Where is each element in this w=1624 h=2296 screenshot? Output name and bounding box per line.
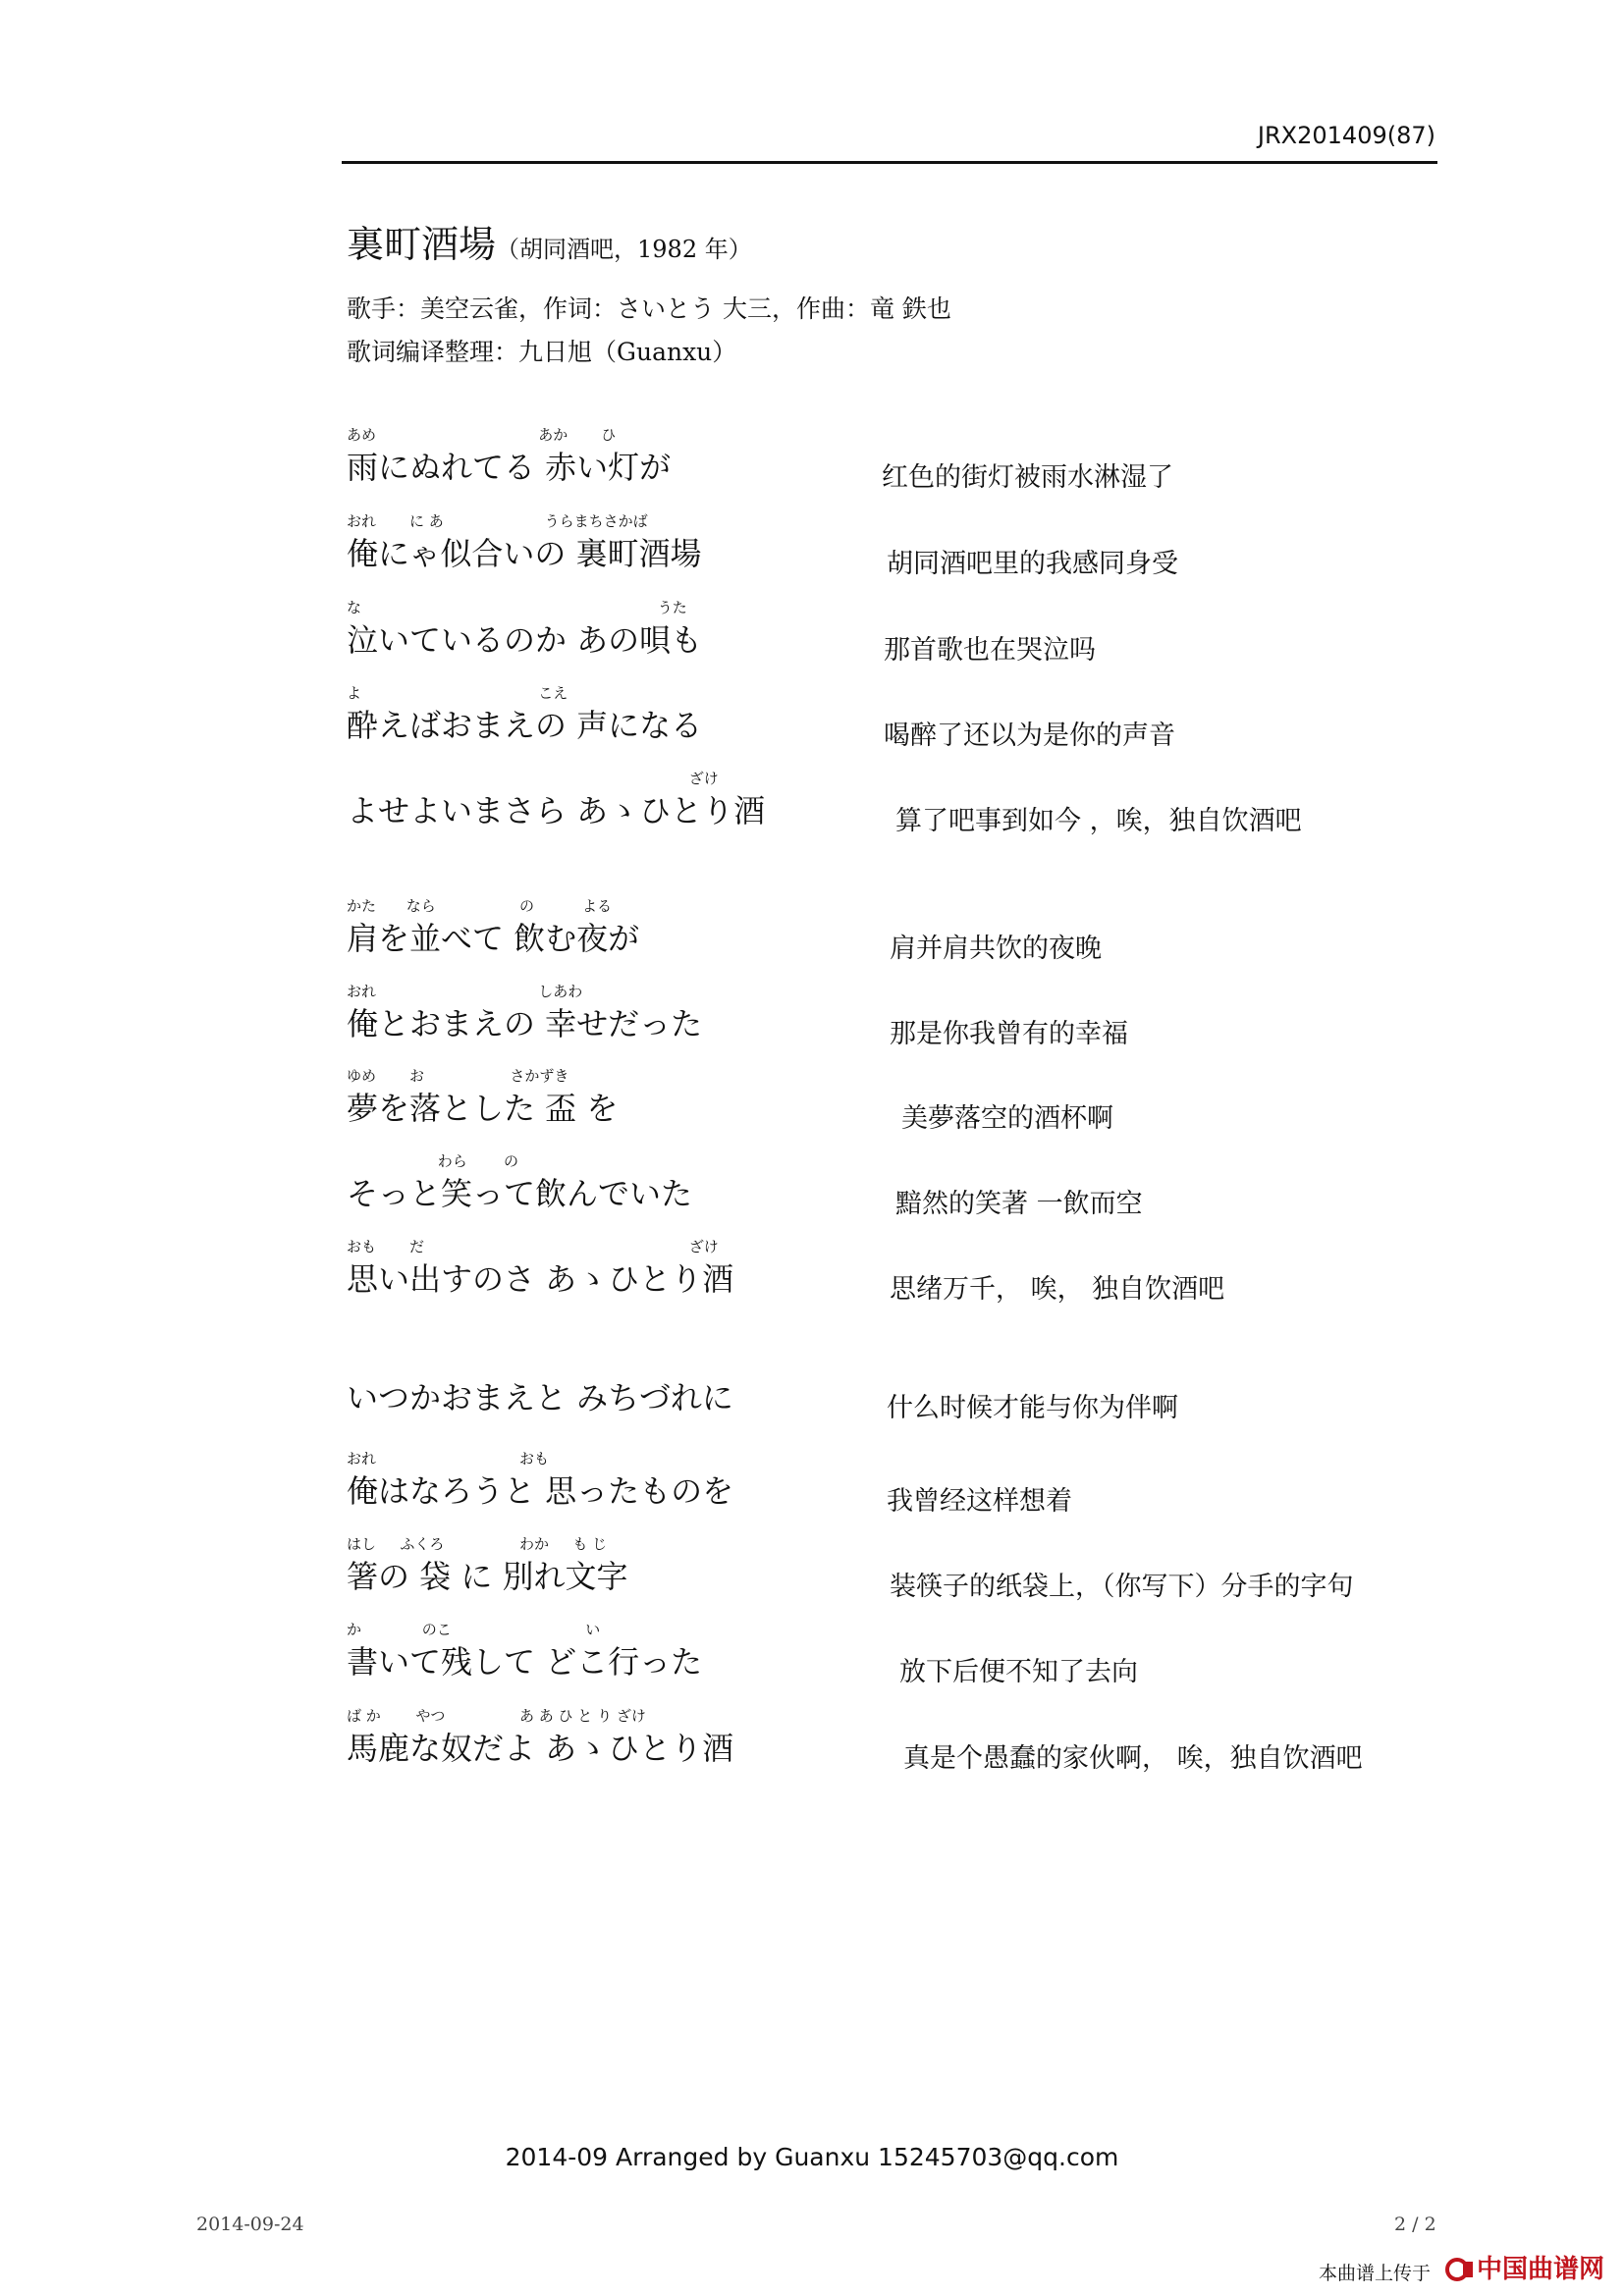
arranged-by: 2014-09 Arranged by Guanxu 15245703@qq.com (505, 2143, 1119, 2171)
furigana: ざけ (688, 770, 719, 787)
lyric-translation-zh: 美夢落空的酒杯啊 (901, 1103, 1113, 1134)
furigana: わら (437, 1152, 467, 1170)
lyric-text-jp: 書いて残して どこ行った (347, 1643, 703, 1681)
lyric-translation-zh: 放下后便不知了去向 (899, 1657, 1138, 1687)
furigana: よ (347, 684, 362, 702)
lyric-text-jp: 雨にぬれてる 赤い灯が (347, 449, 672, 486)
lyric-line (347, 1379, 733, 1416)
lyric-translation-zh: 真是个愚蠢的家伙啊， 唉，独自饮酒吧 (903, 1743, 1363, 1774)
lyric-text-jp: そっと笑って飲んでいた (347, 1175, 693, 1212)
furigana: おも (347, 1238, 377, 1255)
furigana: おれ (347, 983, 377, 1000)
furigana: こえ (538, 684, 568, 702)
furigana: か (347, 1621, 362, 1638)
lyric-translation-zh: 那首歌也在哭泣吗 (884, 635, 1096, 666)
furigana: かた (347, 897, 377, 915)
furigana: おれ (347, 1450, 377, 1468)
lyric-translation-zh: 肩并肩共饮的夜晚 (890, 934, 1102, 964)
credits-line: 歌手：美空云雀，作词：さいとう 大三，作曲：竜 鉄也 (347, 294, 951, 323)
lyric-line (347, 1535, 628, 1595)
furigana: しあわ (538, 983, 583, 1000)
lyric-line (347, 897, 640, 957)
lyric-text-jp: いつかおまえと みちづれに (347, 1379, 733, 1416)
furigana: うらまちさかば (544, 512, 648, 530)
furigana: おも (519, 1450, 550, 1468)
furigana: ざけ (688, 1238, 719, 1255)
lyric-text-jp: 俺とおまえの 幸せだった (347, 1005, 703, 1042)
furigana: ば か (347, 1707, 381, 1725)
furigana: ひ (601, 426, 617, 444)
lyric-translation-zh: 我曾经这样想着 (887, 1486, 1072, 1517)
document-code: JRX201409(87) (1257, 122, 1435, 149)
lyric-text-jp: 俺にゃ似合いの 裏町酒場 (347, 535, 702, 572)
lyric-text-jp: 酔えばおまえの 声になる (347, 707, 703, 744)
lyric-line (347, 684, 703, 744)
furigana: おれ (347, 512, 377, 530)
furigana: い (585, 1621, 601, 1638)
lyric-text-jp: 俺はなろうと 思ったものを (347, 1472, 734, 1510)
song-title: 裏町酒場 (347, 223, 497, 266)
lyric-line (347, 1621, 703, 1681)
furigana: お (409, 1067, 425, 1085)
furigana: あか (538, 426, 568, 444)
site-logo (1443, 2248, 1610, 2287)
print-date: 2014-09-24 (196, 2214, 304, 2235)
logo-mark-icon (1447, 2260, 1473, 2279)
furigana: あめ (347, 426, 377, 444)
furigana: ふくろ (400, 1535, 445, 1553)
lyric-line (347, 1707, 734, 1767)
furigana: のこ (421, 1621, 452, 1638)
lyric-translation-zh: 红色的街灯被雨水淋湿了 (882, 462, 1173, 493)
lyric-translation-zh: 算了吧事到如今 ，唉，独自饮酒吧 (895, 806, 1302, 836)
lyric-translation-zh: 喝醉了还以为是你的声音 (884, 721, 1175, 751)
furigana: よる (582, 897, 613, 915)
lyric-line (347, 1450, 734, 1510)
lyric-text-jp: 夢を落とした 盃 を (347, 1090, 619, 1127)
furigana: ゆめ (347, 1067, 377, 1085)
lyric-line (347, 512, 702, 572)
furigana: やつ (415, 1707, 446, 1725)
furigana: うた (657, 599, 687, 616)
lyric-line (347, 770, 766, 829)
lyric-line (347, 1067, 619, 1127)
lyric-translation-zh: 那是你我曾有的幸福 (890, 1019, 1128, 1049)
lyric-text-jp: 箸の 袋 に 別れ文字 (347, 1558, 628, 1595)
credits-line: 歌词编译整理：九日旭（Guanxu） (347, 338, 737, 366)
lyric-text-jp: 泣いているのか あの唄も (347, 621, 703, 659)
furigana: の (504, 1152, 519, 1170)
furigana: の (519, 897, 535, 915)
furigana: だ (409, 1238, 425, 1255)
lyric-text-jp: 馬鹿な奴だよ あゝひとり酒 (347, 1730, 734, 1767)
site-logo-text: 中国曲谱网 (1477, 2255, 1605, 2284)
lyric-text-jp: 肩を並べて 飲む夜が (347, 920, 640, 957)
lyric-translation-zh: 胡同酒吧里的我感同身受 (887, 549, 1178, 579)
page-number: 2 / 2 (1394, 2214, 1436, 2235)
lyric-translation-zh: 黯然的笑著 一飲而空 (895, 1189, 1143, 1219)
furigana: はし (347, 1535, 377, 1553)
furigana: なら (406, 897, 436, 915)
furigana: わか (519, 1535, 550, 1553)
lyric-line (347, 1152, 693, 1212)
lyric-line (347, 983, 703, 1042)
song-subtitle: （胡同酒吧，1982 年） (496, 236, 752, 263)
title-row (347, 214, 752, 268)
furigana: に あ (409, 512, 444, 530)
lyric-line (347, 599, 703, 659)
furigana: あ あ ひ と り ざけ (519, 1707, 646, 1725)
furigana: も じ (572, 1535, 608, 1553)
header-rule (342, 161, 1437, 164)
lyric-line (347, 426, 672, 486)
upload-notice: 本曲谱上传于 (1319, 2263, 1432, 2284)
furigana: な (347, 599, 362, 616)
lyric-text-jp: 思い出すのさ あゝひとり酒 (347, 1260, 734, 1298)
lyric-translation-zh: 什么时候才能与你为伴啊 (887, 1393, 1178, 1423)
lyric-translation-zh: 思绪万千， 唉， 独自饮酒吧 (890, 1274, 1225, 1305)
lyric-translation-zh: 装筷子的纸袋上，（你写下）分手的字句 (890, 1572, 1354, 1602)
furigana: さかずき (510, 1067, 569, 1085)
lyric-line (347, 1238, 734, 1298)
lyric-text-jp: よせよいまさら あゝひとり酒 (347, 792, 766, 829)
